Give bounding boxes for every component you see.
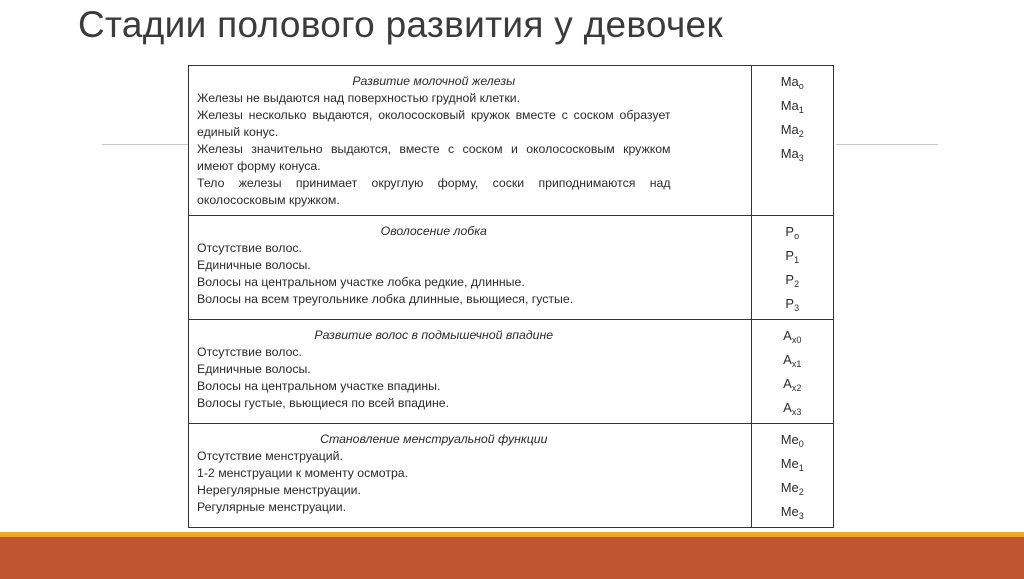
- stage-description-line: Волосы на центральном участке лобка редкие, длинные.: [197, 275, 525, 289]
- stage-code-subscript: o: [798, 81, 804, 91]
- stage-description-cell: [189, 320, 752, 424]
- stage-description-line: Отсутствие волос.: [197, 345, 302, 359]
- stage-code-base: Me: [780, 480, 799, 495]
- stage-code: [753, 294, 832, 318]
- stage-description-line: Волосы на центральном участке впадины.: [197, 379, 441, 393]
- stage-code-base: Me: [780, 456, 799, 471]
- stage-description-line: Волосы на всем треугольнике лобка длинные, вьющиеся, густые.: [197, 292, 574, 306]
- stage-codes-cell: [751, 320, 833, 424]
- stage-code: [753, 374, 832, 398]
- section-heading: Становление менструальной функции: [320, 432, 548, 446]
- stage-code-subscript: x1: [791, 359, 802, 369]
- stage-code-base: Ma: [780, 74, 799, 89]
- stage-code-subscript: x0: [791, 335, 802, 345]
- stage-code: [753, 502, 832, 526]
- stage-code: [753, 398, 832, 422]
- stage-code-base: Ma: [780, 122, 799, 137]
- stage-code-base: Me: [780, 432, 799, 447]
- stage-code-subscript: 3: [798, 511, 804, 521]
- stage-code-base: Me: [780, 504, 799, 519]
- stage-code: [753, 454, 832, 478]
- stage-description-cell: [189, 66, 752, 216]
- stage-description-line: Отсутствие волос.: [197, 241, 302, 255]
- stage-code-subscript: x2: [791, 383, 802, 393]
- stage-code-base: A: [783, 376, 792, 391]
- stage-code-subscript: 0: [798, 439, 804, 449]
- stage-description-line: 1-2 менструации к моменту осмотра.: [197, 466, 409, 480]
- table-row: [189, 320, 834, 424]
- table-row: [189, 424, 834, 528]
- stage-codes-cell: [751, 216, 833, 320]
- stage-code-base: A: [783, 328, 792, 343]
- stage-code: [753, 246, 832, 270]
- stage-description-line: Волосы густые, вьющиеся по всей впадине.: [197, 396, 450, 410]
- slide-title: Стадии полового развития у девочек: [78, 4, 723, 45]
- table-row: [189, 216, 834, 320]
- stage-code: [753, 326, 832, 350]
- decorative-rule-left: [102, 144, 188, 145]
- stage-code-base: A: [783, 352, 792, 367]
- stage-code: [753, 270, 832, 294]
- stage-code-base: P: [785, 296, 795, 311]
- stage-code-base: Ma: [780, 146, 799, 161]
- stage-code-subscript: 2: [798, 129, 804, 139]
- stage-description-cell: [189, 216, 752, 320]
- stage-description-line: Регулярные менструации.: [197, 500, 347, 514]
- stage-code: [753, 222, 832, 246]
- stage-code-subscript: o: [794, 231, 800, 241]
- stage-code-subscript: 3: [794, 303, 800, 313]
- section-heading: Оволосение лобка: [380, 224, 487, 238]
- stage-description-line: Железы несколько выдаются, околососковый кружок вместе с соском образует единый конус.: [197, 108, 671, 139]
- stage-description-line: Железы значительно выдаются, вместе с соском и околососковым кружком имеют форму конуса.: [197, 142, 671, 173]
- stage-code: [753, 120, 832, 144]
- stage-codes-cell: [751, 66, 833, 216]
- table-row: [189, 66, 834, 216]
- stage-code-base: P: [785, 224, 795, 239]
- stage-code: [753, 478, 832, 502]
- section-heading: Развитие молочной железы: [352, 74, 516, 88]
- stage-code-subscript: 1: [798, 463, 804, 473]
- stage-code-subscript: 3: [798, 153, 804, 163]
- stage-description-line: Отсутствие менструаций.: [197, 449, 343, 463]
- stage-code-subscript: 2: [794, 279, 800, 289]
- stage-code-base: P: [785, 248, 795, 263]
- stage-code: [753, 144, 832, 168]
- decorative-rule-right: [836, 144, 938, 145]
- stage-code-subscript: 2: [798, 487, 804, 497]
- stage-code: [753, 430, 832, 454]
- stage-description-line: Железы не выдаются над поверхностью грудной клетки.: [197, 91, 521, 105]
- development-stages-table: [188, 65, 834, 528]
- stage-code-base: A: [783, 400, 792, 415]
- stage-description-line: Единичные волосы.: [197, 258, 311, 272]
- stage-code-subscript: 1: [794, 255, 800, 265]
- stage-codes-cell: [751, 424, 833, 528]
- stage-code-base: P: [785, 272, 795, 287]
- stage-code: [753, 96, 832, 120]
- stage-code: [753, 350, 832, 374]
- footer-accent-bar: [0, 532, 1024, 579]
- stage-description-line: Нерегулярные менструации.: [197, 483, 361, 497]
- stage-code: [753, 72, 832, 96]
- stage-description-line: Единичные волосы.: [197, 362, 311, 376]
- section-heading: Развитие волос в подмышечной впадине: [314, 328, 554, 342]
- stage-description-cell: [189, 424, 752, 528]
- stage-description-line: Тело железы принимает округлую форму, соски приподнимаются над околососковым кружком.: [197, 176, 671, 207]
- stage-code-subscript: x3: [791, 407, 802, 417]
- stage-code-subscript: 1: [798, 105, 804, 115]
- stage-code-base: Ma: [780, 98, 799, 113]
